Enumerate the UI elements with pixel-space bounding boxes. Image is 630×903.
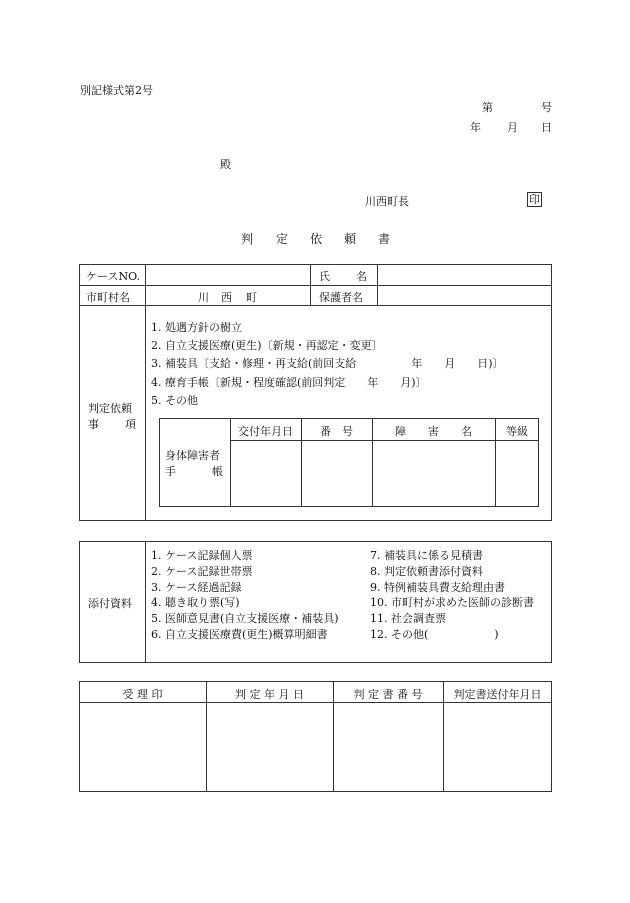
- attachment-item: 5. 医師意見書(自立支援医療・補装具): [151, 612, 339, 625]
- addressee-suffix: 殿: [220, 158, 231, 171]
- municipality-value-2: 西: [221, 291, 232, 304]
- receipt-header-sent-date: 判定書送付年月日: [453, 688, 542, 701]
- certificate-header-divider: [230, 440, 539, 441]
- request-item: 5. その他: [151, 394, 198, 407]
- case-no-label: ケースNO.: [86, 270, 140, 283]
- attachment-item: 12. その他( ): [370, 628, 499, 641]
- title-char-5: 書: [378, 232, 391, 246]
- col-divider-right: [377, 264, 378, 305]
- col-divider-mid: [310, 264, 311, 305]
- attachments-label: 添付資料: [88, 597, 132, 610]
- certificate-header-disability: 障 害 名: [395, 425, 472, 438]
- request-item: 4. 療育手帳〔新規・程度確認(前回判定 年 月)〕: [151, 376, 427, 389]
- attachment-item: 4. 聴き取り票(写): [151, 596, 240, 609]
- request-label: 判定依頼: [88, 402, 132, 415]
- certificate-label: 身体障害者: [165, 449, 220, 462]
- municipality-value-3: 町: [246, 291, 257, 304]
- guardian-label: 保護者名: [319, 291, 363, 304]
- request-label-sub-1: 事: [88, 418, 99, 431]
- row-divider-2: [79, 305, 552, 306]
- date-month: 月: [507, 121, 518, 134]
- date-year: 年: [470, 121, 481, 134]
- request-label-sub-2: 項: [125, 418, 136, 431]
- sender: 川西町長: [365, 195, 409, 208]
- attachment-item: 1. ケース記録個人票: [151, 549, 253, 562]
- attachment-item: 10. 市町村が求めた医師の診断書: [370, 596, 534, 609]
- attachments-divider: [145, 541, 146, 663]
- municipality-value-1: 川: [198, 291, 209, 304]
- name-label-1: 氏: [319, 270, 330, 283]
- form-number: 別記様式第2号: [80, 84, 153, 97]
- certificate-header-issue-date: 交付年月日: [238, 425, 293, 438]
- certificate-header-grade: 等級: [506, 425, 528, 438]
- certificate-label-sub-2: 帳: [212, 465, 223, 478]
- row-divider-1: [79, 285, 552, 286]
- attachment-item: 9. 特例補装具費支給理由書: [370, 581, 505, 594]
- receipt-header-decision-number: 判 定 書 番 号: [353, 688, 423, 701]
- attachment-item: 7. 補装具に係る見積書: [370, 549, 483, 562]
- request-item: 2. 自立支援医療(更生)〔新規・再認定・変更〕: [151, 339, 383, 352]
- number-prefix: 第: [482, 101, 493, 114]
- attachment-item: 8. 判定依頼書添付資料: [370, 565, 483, 578]
- municipality-label: 市町村名: [86, 291, 130, 304]
- date-day: 日: [541, 121, 552, 134]
- name-label-2: 名: [356, 270, 367, 283]
- certificate-label-sub-1: 手: [165, 465, 176, 478]
- title-char-1: 判: [241, 232, 254, 246]
- request-item: 3. 補装具〔支給・修理・再支給(前回支給 年 月 日)〕: [151, 357, 504, 370]
- receipt-header-stamp: 受 理 印: [122, 688, 163, 701]
- receipt-header-divider: [79, 702, 552, 703]
- attachment-item: 3. ケース経過記録: [151, 581, 242, 594]
- attachment-item: 6. 自立支援医療費(更生)概算明細書: [151, 628, 328, 641]
- request-item: 1. 処遇方針の樹立: [151, 321, 242, 334]
- certificate-header-number: 番 号: [320, 425, 353, 438]
- title-char-3: 依: [310, 232, 323, 246]
- attachment-item: 11. 社会調査票: [370, 612, 446, 625]
- number-suffix: 号: [541, 101, 552, 114]
- col-divider-label: [145, 264, 146, 521]
- attachment-item: 2. ケース記録世帯票: [151, 565, 253, 578]
- title-char-4: 頼: [344, 232, 357, 246]
- title-char-2: 定: [276, 232, 289, 246]
- receipt-header-decision-date: 判 定 年 月 日: [235, 688, 304, 701]
- seal-mark: 印: [529, 193, 540, 206]
